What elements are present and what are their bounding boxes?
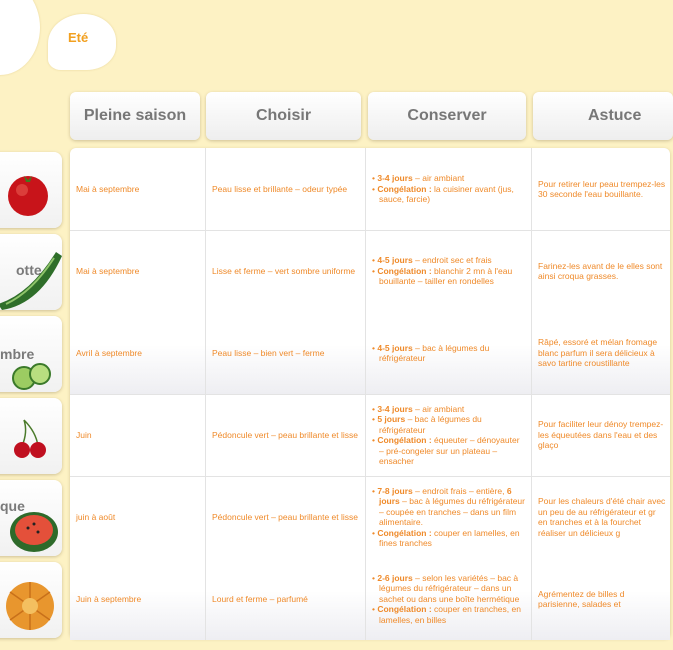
- cell-season: Mai à septembre: [70, 230, 206, 312]
- product-card-watermelon[interactable]: [0, 480, 62, 556]
- produce-table: [70, 148, 670, 638]
- tomato-icon: [0, 152, 62, 228]
- table-row: [70, 312, 670, 395]
- product-name: que: [0, 498, 25, 514]
- product-card-cherries[interactable]: [0, 398, 62, 474]
- cherries-icon: [0, 398, 62, 474]
- cell-tip: Agrémentez de billes d parisienne, salades et: [538, 588, 625, 609]
- cell-keep: • 4-5 jours – endroit sec et frais • Congélation : blanchir 2 mn à l'eau bouillante – tailler en rondelles: [366, 230, 532, 312]
- cell-choose: Peau lisse – bien vert – ferme: [206, 312, 366, 394]
- product-card-cucumber[interactable]: [0, 316, 62, 392]
- header-conserver: Conserver: [368, 92, 526, 140]
- cell-keep: • 4-5 jours – bac à légumes du réfrigérateur: [366, 312, 532, 394]
- cell-keep: • 7-8 jours – endroit frais – entière, 6 jours – bac à légumes du réfrigérateur – coupée en tranches – dans un film alimentaire. • Congélation : couper en lamelles, en fines tranches: [366, 476, 532, 558]
- watermelon-icon: [0, 480, 62, 556]
- header-choisir: Choisir: [206, 92, 361, 140]
- product-card-melon[interactable]: [0, 562, 62, 638]
- cell-choose: Pédoncule vert – peau brillante et lisse: [206, 476, 366, 558]
- cell-keep: • 2-6 jours – selon les variétés – bac à légumes du réfrigérateur – dans un sachet ou dans une boîte hermétique • Congélation : couper en tranches, en lamelles, en billes: [366, 558, 532, 640]
- cell-keep: • 3-4 jours – air ambiant • 5 jours – bac à légumes du réfrigérateur • Congélation : équeuter – dénoyauter – pré-congeler sur un plateau – ensacher: [366, 394, 532, 476]
- speech-bubble-left: [0, 0, 40, 75]
- season-label[interactable]: Eté: [68, 30, 89, 45]
- table-row: [70, 476, 670, 559]
- cell-tip: Farinez-les avant de le elles sont ainsi croqua grasses.: [538, 260, 663, 281]
- table-row: [70, 558, 670, 640]
- product-card-tomato[interactable]: [0, 152, 62, 228]
- cell-season: Avril à septembre: [70, 312, 206, 394]
- table-row: [70, 148, 670, 231]
- cucumber-icon: [0, 316, 62, 392]
- cell-season: Mai à septembre: [70, 148, 206, 230]
- product-card-zucchini[interactable]: [0, 234, 62, 310]
- cell-choose: Lisse et ferme – vert sombre uniforme: [206, 230, 366, 312]
- cell-choose: Peau lisse et brillante – odeur typée: [206, 148, 366, 230]
- table-row: [70, 230, 670, 313]
- cell-choose: Lourd et ferme – parfumé: [206, 558, 366, 640]
- cell-choose: Pédoncule vert – peau brillante et lisse: [206, 394, 366, 476]
- product-name: otte: [16, 262, 42, 278]
- cell-tip: Pour faciliter leur dénoy trempez-les équeutées dans l'eau et des glaço: [538, 419, 664, 451]
- cell-keep: • 3-4 jours – air ambiant • Congélation : la cuisiner avant (jus, sauce, farcie): [366, 148, 532, 230]
- product-name: mbre: [0, 346, 35, 362]
- table-row: [70, 394, 670, 477]
- cell-tip: Pour les chaleurs d'été chair avec un peu de au réfrigérateur et gr en tranches et à la fourchet réaliser un délicieux g: [538, 496, 666, 538]
- cell-tip: Pour retirer leur peau trempez-les 30 seconde l'eau bouillante.: [538, 178, 666, 199]
- cell-season: Juin à septembre: [70, 558, 206, 640]
- header-astuce: Astuce: [533, 92, 673, 140]
- cell-season: juin à août: [70, 476, 206, 558]
- header-pleine-saison: Pleine saison: [70, 92, 200, 140]
- cell-tip: Râpé, essoré et mélan fromage blanc parfum il sera délicieux à savo tartine croustillante: [538, 337, 658, 369]
- zucchini-icon: [0, 234, 62, 310]
- cell-season: Juin: [70, 394, 206, 476]
- melon-icon: [0, 562, 62, 638]
